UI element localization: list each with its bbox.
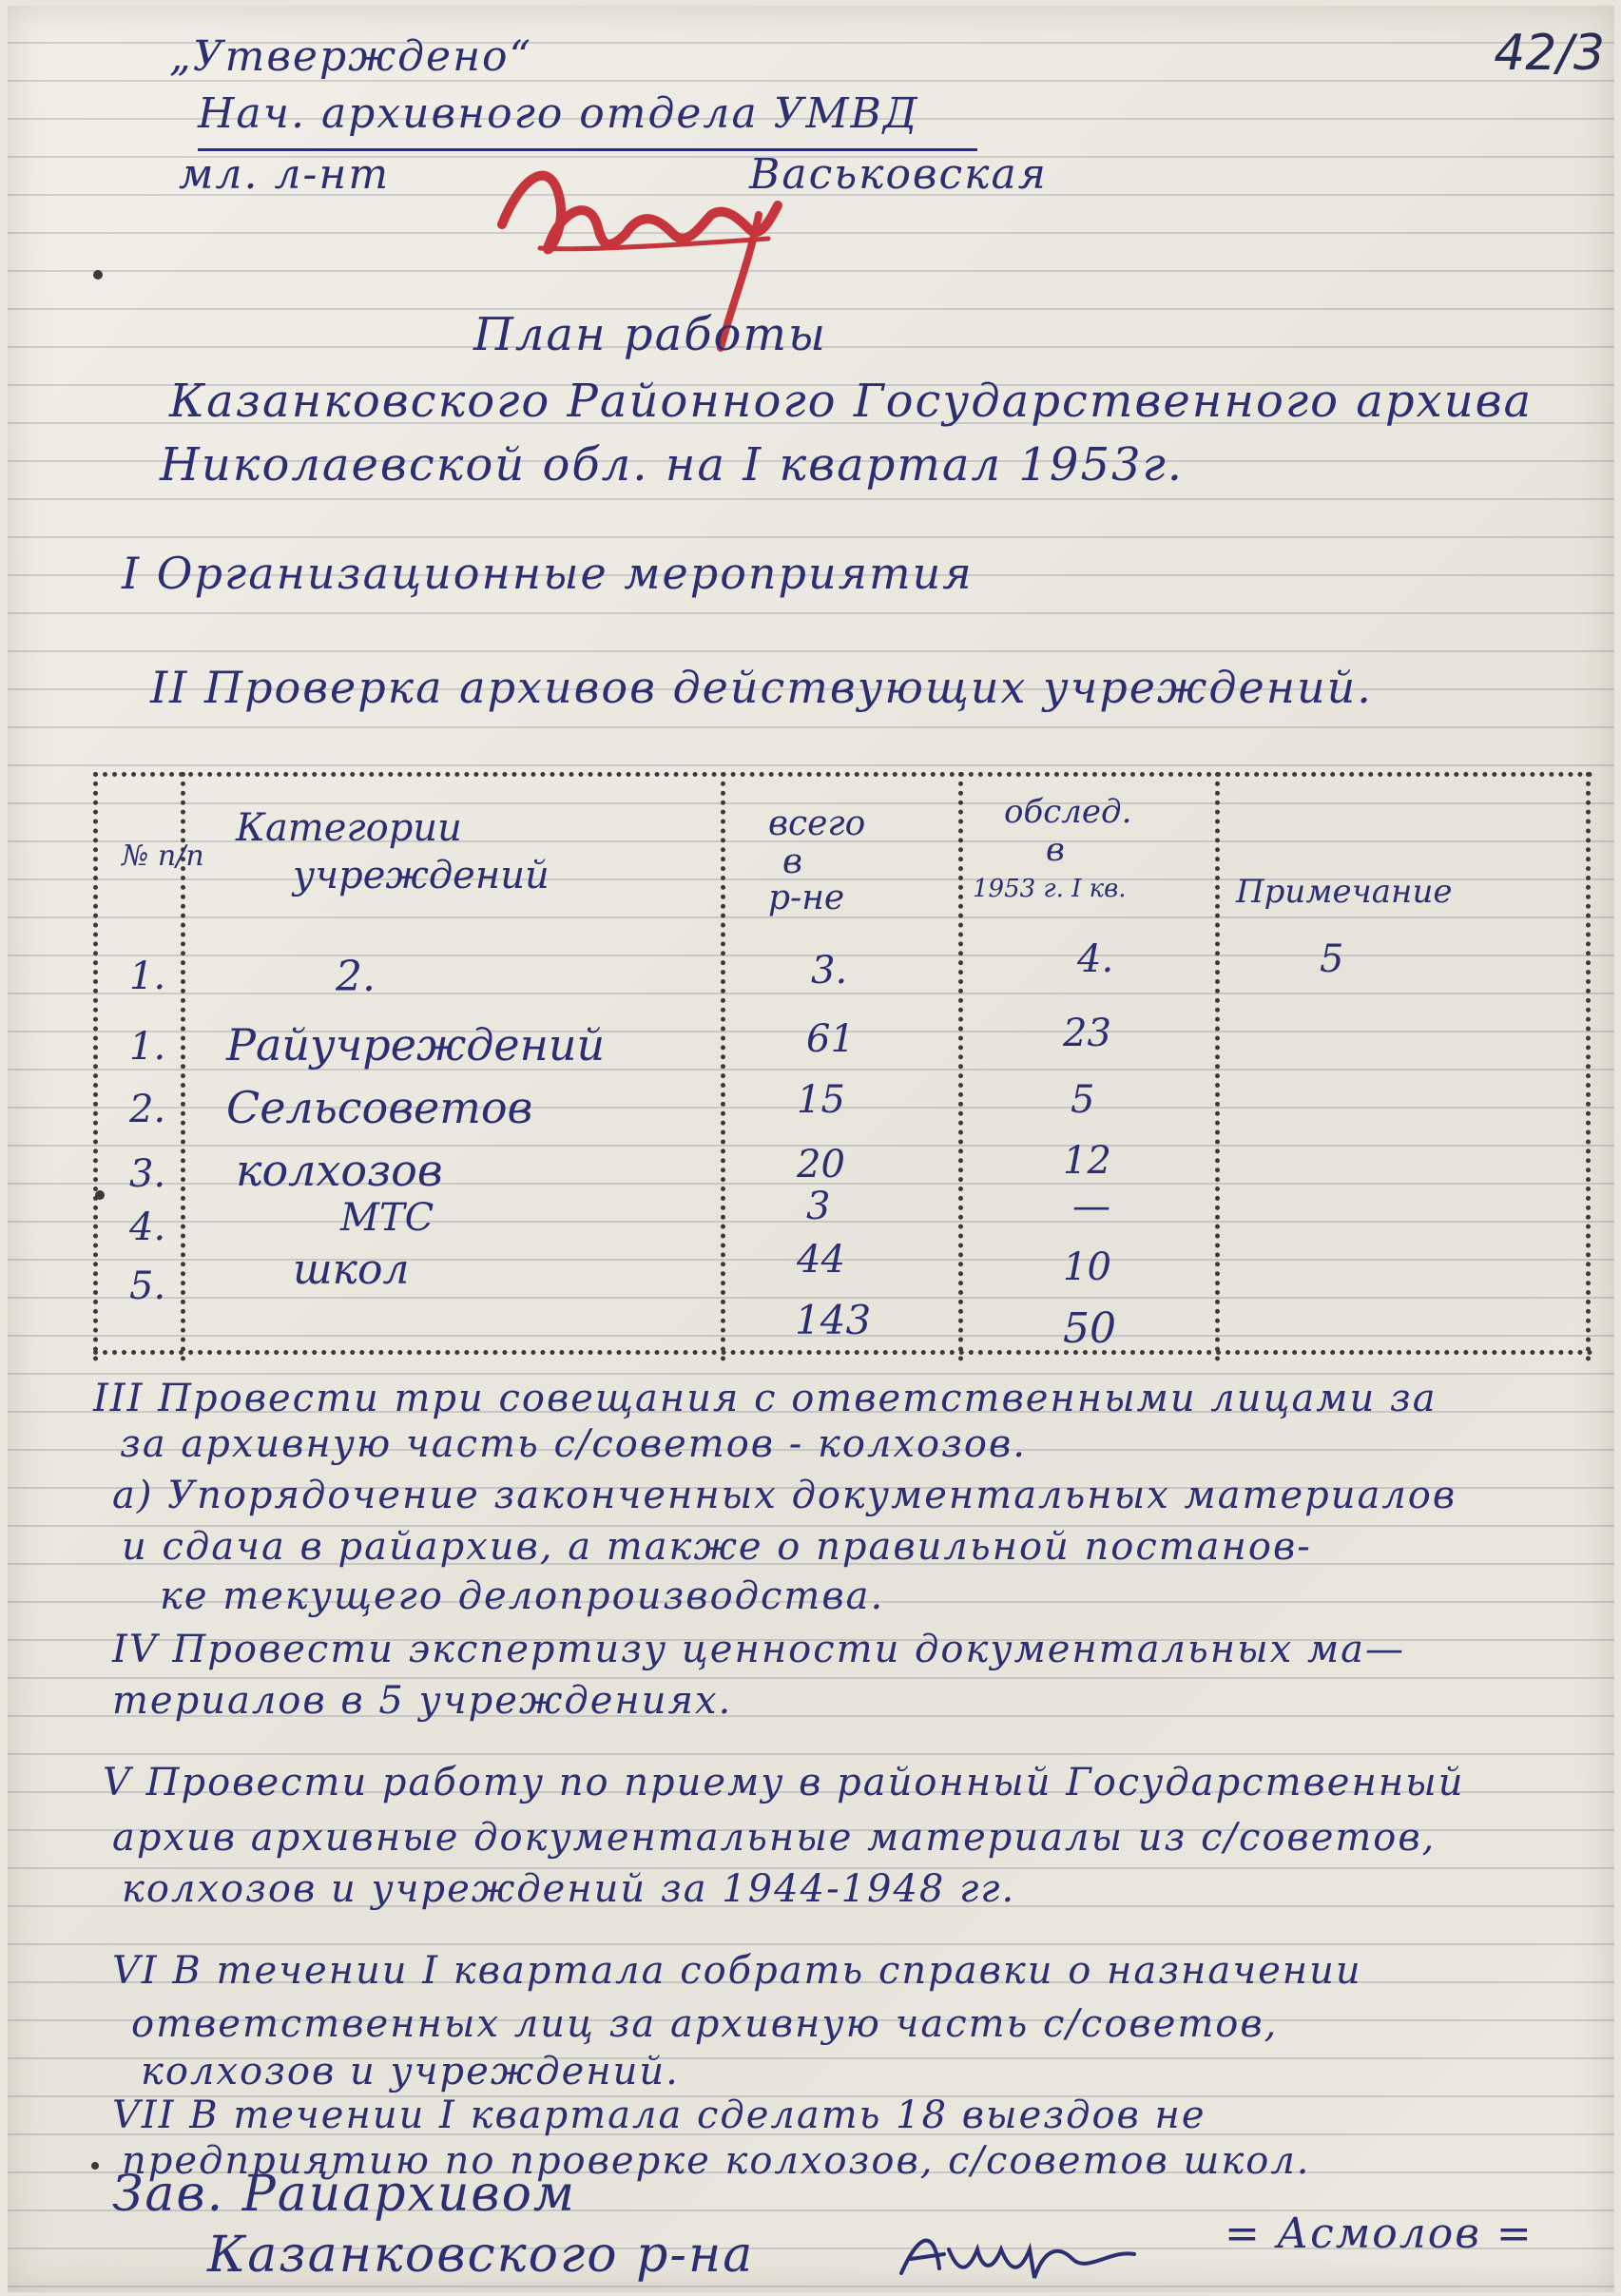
table-col-divider	[958, 772, 963, 1361]
header-checked-2: в	[1046, 831, 1065, 869]
row-category: Райучреждений	[226, 1019, 606, 1071]
col-number-1: 1.	[129, 955, 166, 998]
col-number-3: 3.	[811, 949, 848, 993]
table-border-top	[93, 772, 1593, 777]
col-number-2: 2.	[336, 953, 376, 1001]
total-sum: 143	[795, 1297, 872, 1343]
row-total: 20	[797, 1143, 845, 1187]
signature-name: = Асмолов =	[1225, 2209, 1534, 2258]
row-num: 1.	[129, 1025, 166, 1069]
header-category: Категории	[236, 806, 462, 850]
item-5-line-1: V Провести работу по приему в районный Государственный	[103, 1761, 1465, 1804]
row-checked: 5	[1071, 1078, 1095, 1122]
hole-mark	[91, 2162, 99, 2170]
section-1: I Организационные мероприятия	[122, 548, 974, 599]
item-6-line-1: VI В течении I квартала собрать справки о назначении	[112, 1949, 1362, 1993]
table-border-left	[93, 772, 98, 1361]
header-category-2: учреждений	[293, 854, 550, 897]
row-category: Сельсоветов	[226, 1082, 533, 1133]
approval-line-1: „Утверждено“	[169, 32, 533, 81]
item-3-line-2: за архивную часть с/советов - колхозов.	[120, 1422, 1027, 1466]
item-6-line-3: колхозов и учреждений.	[141, 2050, 680, 2093]
page-number: 42/3	[1494, 25, 1605, 82]
row-total: 44	[797, 1238, 845, 1282]
header-checked-3: 1953 г. I кв.	[973, 875, 1127, 903]
plan-title-line-3: Николаевской обл. на I квартал 1953г.	[160, 438, 1185, 492]
item-4-line-1: IV Провести экспертизу ценности документальных ма—	[112, 1628, 1405, 1671]
row-category: школ	[293, 1245, 410, 1294]
item-7-line-1: VII В течении I квартала сделать 18 выездов не	[112, 2093, 1206, 2137]
row-total: 15	[797, 1078, 845, 1122]
table-border-right	[1586, 772, 1591, 1361]
approval-name: Васьковская	[749, 150, 1048, 199]
table-col-divider	[1215, 772, 1220, 1361]
item-3-line-3: а) Упорядочение законченных документальных материалов	[112, 1474, 1457, 1517]
item-5-line-2: архив архивные документальные материалы из с/советов,	[112, 1816, 1437, 1860]
header-total: всего	[768, 804, 866, 843]
row-num: 5.	[129, 1264, 166, 1308]
hole-mark	[95, 1190, 105, 1200]
handwritten-signature	[892, 2221, 1148, 2287]
row-total: 61	[806, 1017, 855, 1061]
row-checked: 10	[1063, 1245, 1111, 1289]
plan-title: План работы	[473, 308, 828, 361]
item-3-line-5: ке текущего делопроизводства.	[160, 1574, 885, 1618]
header-checked: обслед.	[1004, 793, 1132, 831]
col-number-5: 5	[1320, 937, 1344, 981]
table-border-bottom	[93, 1350, 1593, 1355]
row-num: 3.	[129, 1152, 166, 1196]
signature-district: Казанковского р-на	[207, 2227, 755, 2284]
row-total: 3	[806, 1185, 831, 1228]
item-3-line-4: и сдача в райархив, а также о правильной постанов-	[122, 1525, 1312, 1569]
header-note: Примечание	[1236, 873, 1453, 911]
header-num: № п/п	[122, 839, 204, 873]
hole-mark	[93, 270, 103, 280]
col-number-4: 4.	[1077, 937, 1114, 981]
item-4-line-2: териалов в 5 учреждениях.	[112, 1679, 733, 1723]
item-6-line-2: ответственных лиц за архивную часть с/советов,	[131, 2002, 1279, 2046]
header-total-2: в	[782, 842, 802, 881]
table-col-divider	[721, 772, 725, 1361]
row-category: МТС	[340, 1196, 434, 1240]
item-5-line-3: колхозов и учреждений за 1944-1948 гг.	[122, 1867, 1016, 1911]
item-3-line-1: III Провести три совещания с ответственными лицами за	[93, 1377, 1438, 1420]
checked-sum: 50	[1063, 1304, 1116, 1353]
item-7-line-2: предприятию по проверке колхозов, с/советов школ.	[122, 2139, 1311, 2183]
header-total-3: р-не	[768, 878, 845, 917]
plan-title-line-2: Казанковского Районного Государственного архива	[169, 375, 1534, 428]
document-sheet	[8, 6, 1614, 2292]
row-num: 2.	[129, 1088, 166, 1131]
approval-line-3: мл. л-нт	[179, 150, 391, 199]
approval-line-2: Нач. архивного отдела УМВД	[198, 89, 919, 138]
row-checked: 12	[1063, 1139, 1111, 1183]
section-2: II Проверка архивов действующих учреждений.	[150, 662, 1373, 713]
signature-title: Зав. Райархивом	[112, 2166, 576, 2223]
row-num: 4.	[129, 1206, 166, 1249]
row-checked: —	[1072, 1185, 1110, 1228]
row-category: колхозов	[236, 1145, 443, 1196]
row-checked: 23	[1063, 1012, 1111, 1055]
